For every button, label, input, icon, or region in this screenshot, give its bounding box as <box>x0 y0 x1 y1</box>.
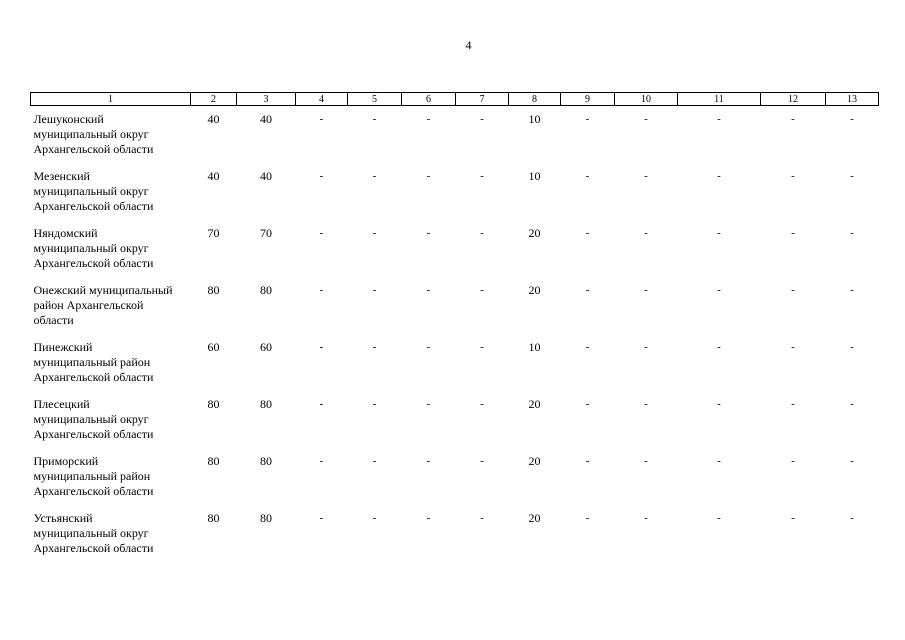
region-name-cell <box>31 397 191 454</box>
region-name-line: муниципальный округ <box>33 526 149 540</box>
value-cell: - <box>319 512 324 524</box>
value-cell: - <box>791 227 795 239</box>
value-cell: - <box>585 113 590 125</box>
table-row <box>31 169 879 226</box>
value-cell: 80 <box>207 511 220 525</box>
value-cell: - <box>426 341 431 353</box>
value-cell: - <box>717 398 721 410</box>
table-row <box>31 397 879 454</box>
value-cell: - <box>644 455 648 467</box>
value-cell: 10 <box>528 112 541 126</box>
column-header: 10 <box>615 93 678 106</box>
value-cell: - <box>372 455 377 467</box>
value-cell: - <box>480 170 484 182</box>
value-cell: - <box>480 398 484 410</box>
value-cell: 70 <box>260 226 272 240</box>
region-name-line: муниципальный район <box>33 469 151 483</box>
value-cell: 20 <box>528 511 541 525</box>
region-name-line: Няндомский <box>33 226 98 240</box>
header-row <box>31 93 879 106</box>
column-header: 7 <box>456 93 509 106</box>
table-row <box>31 511 879 568</box>
value-cell: - <box>426 512 431 524</box>
value-cell: - <box>319 398 324 410</box>
table-header <box>31 93 879 106</box>
value-cell: - <box>426 227 431 239</box>
column-header: 13 <box>826 93 879 106</box>
data-table <box>30 92 879 568</box>
value-cell: 20 <box>528 283 541 297</box>
value-cell: - <box>644 170 648 182</box>
column-header: 2 <box>191 93 237 106</box>
region-name-line: муниципальный округ <box>33 241 149 255</box>
table-body <box>31 106 879 569</box>
column-header: 1 <box>31 93 191 106</box>
region-name-line: Архангельской области <box>33 256 154 270</box>
region-name-line: Мезенский <box>33 169 90 183</box>
page-number: 4 <box>465 38 472 52</box>
value-cell: - <box>319 455 324 467</box>
region-name-line: Архангельской области <box>33 142 154 156</box>
column-header: 9 <box>561 93 615 106</box>
value-cell: - <box>372 227 377 239</box>
value-cell: 40 <box>260 169 272 183</box>
region-name-cell <box>31 106 191 170</box>
region-name-line: Лешуконский <box>33 112 104 126</box>
column-header: 12 <box>761 93 826 106</box>
value-cell: 80 <box>260 454 272 468</box>
value-cell: 40 <box>260 112 272 126</box>
region-name-line: Устьянский <box>33 511 93 525</box>
value-cell: 60 <box>207 340 220 354</box>
value-cell: - <box>717 512 721 524</box>
region-name-line: район Архангельской <box>33 298 144 312</box>
region-name-line: Архангельской области <box>33 370 154 384</box>
value-cell: 10 <box>528 169 541 183</box>
value-cell: - <box>585 512 590 524</box>
value-cell: - <box>850 455 854 467</box>
value-cell: - <box>850 170 854 182</box>
value-cell: 70 <box>207 226 220 240</box>
table-row <box>31 340 879 397</box>
region-name-line: Архангельской области <box>33 484 154 498</box>
value-cell: 80 <box>260 283 272 297</box>
value-cell: - <box>426 170 431 182</box>
value-cell: - <box>791 512 795 524</box>
value-cell: 40 <box>207 112 220 126</box>
value-cell: - <box>426 398 431 410</box>
value-cell: - <box>791 170 795 182</box>
value-cell: - <box>585 398 590 410</box>
value-cell: - <box>791 398 795 410</box>
value-cell: - <box>791 113 795 125</box>
table-row <box>31 454 879 511</box>
value-cell: - <box>480 455 484 467</box>
value-cell: - <box>319 227 324 239</box>
region-name-cell <box>31 511 191 568</box>
value-cell: - <box>426 113 431 125</box>
region-name-line: муниципальный округ <box>33 184 149 198</box>
column-header: 11 <box>678 93 761 106</box>
value-cell: - <box>717 284 721 296</box>
value-cell: - <box>372 113 377 125</box>
value-cell: - <box>319 170 324 182</box>
value-cell: 20 <box>528 226 541 240</box>
value-cell: - <box>717 455 721 467</box>
column-header: 8 <box>509 93 561 106</box>
region-name-line: Архангельской области <box>33 199 154 213</box>
value-cell: - <box>791 284 795 296</box>
value-cell: - <box>372 284 377 296</box>
value-cell: 80 <box>260 511 272 525</box>
region-name-line: Плесецкий <box>33 397 90 411</box>
table-row <box>31 283 879 340</box>
value-cell: 80 <box>207 454 220 468</box>
value-cell: - <box>426 455 431 467</box>
region-name-line: муниципальный округ <box>33 127 149 141</box>
region-name-cell <box>31 283 191 340</box>
value-cell: - <box>372 512 377 524</box>
value-cell: - <box>319 113 324 125</box>
value-cell: - <box>644 284 648 296</box>
value-cell: - <box>717 113 721 125</box>
value-cell: - <box>644 113 648 125</box>
table-row <box>31 106 879 170</box>
value-cell: - <box>850 227 854 239</box>
value-cell: 20 <box>528 454 541 468</box>
value-cell: - <box>717 341 721 353</box>
value-cell: 10 <box>528 340 541 354</box>
value-cell: - <box>717 227 721 239</box>
region-name-line: Онежский муниципальный <box>33 283 173 297</box>
value-cell: - <box>850 341 854 353</box>
value-cell: - <box>372 170 377 182</box>
value-cell: - <box>480 341 484 353</box>
column-header: 4 <box>296 93 348 106</box>
value-cell: 80 <box>207 397 220 411</box>
value-cell: - <box>644 512 648 524</box>
region-name-line: области <box>33 313 74 327</box>
value-cell: 80 <box>260 397 272 411</box>
region-name-cell <box>31 454 191 511</box>
value-cell: - <box>717 170 721 182</box>
value-cell: - <box>372 341 377 353</box>
value-cell: 80 <box>207 283 220 297</box>
value-cell: 60 <box>260 340 272 354</box>
column-header: 6 <box>402 93 456 106</box>
value-cell: - <box>585 455 590 467</box>
region-name-line: Приморский <box>33 454 99 468</box>
value-cell: - <box>585 170 590 182</box>
value-cell: - <box>480 512 484 524</box>
value-cell: - <box>480 227 484 239</box>
value-cell: - <box>850 398 854 410</box>
value-cell: - <box>480 284 484 296</box>
value-cell: - <box>791 341 795 353</box>
column-header: 3 <box>237 93 296 106</box>
value-cell: - <box>319 284 324 296</box>
value-cell: - <box>372 398 377 410</box>
region-name-cell <box>31 226 191 283</box>
value-cell: 20 <box>528 397 541 411</box>
value-cell: - <box>644 341 648 353</box>
value-cell: - <box>850 113 854 125</box>
value-cell: - <box>585 284 590 296</box>
value-cell: - <box>585 227 590 239</box>
value-cell: - <box>644 398 648 410</box>
value-cell: - <box>644 227 648 239</box>
value-cell: 40 <box>207 169 220 183</box>
region-name-line: Архангельской области <box>33 541 154 555</box>
value-cell: - <box>850 284 854 296</box>
value-cell: - <box>850 512 854 524</box>
region-name-line: муниципальный округ <box>33 412 149 426</box>
value-cell: - <box>585 341 590 353</box>
value-cell: - <box>480 113 484 125</box>
region-name-line: муниципальный район <box>33 355 151 369</box>
region-name-cell <box>31 340 191 397</box>
table-row <box>31 226 879 283</box>
region-name-line: Пинежский <box>33 340 93 354</box>
value-cell: - <box>426 284 431 296</box>
value-cell: - <box>791 455 795 467</box>
value-cell: - <box>319 341 324 353</box>
region-name-line: Архангельской области <box>33 427 154 441</box>
column-header: 5 <box>348 93 402 106</box>
region-name-cell <box>31 169 191 226</box>
